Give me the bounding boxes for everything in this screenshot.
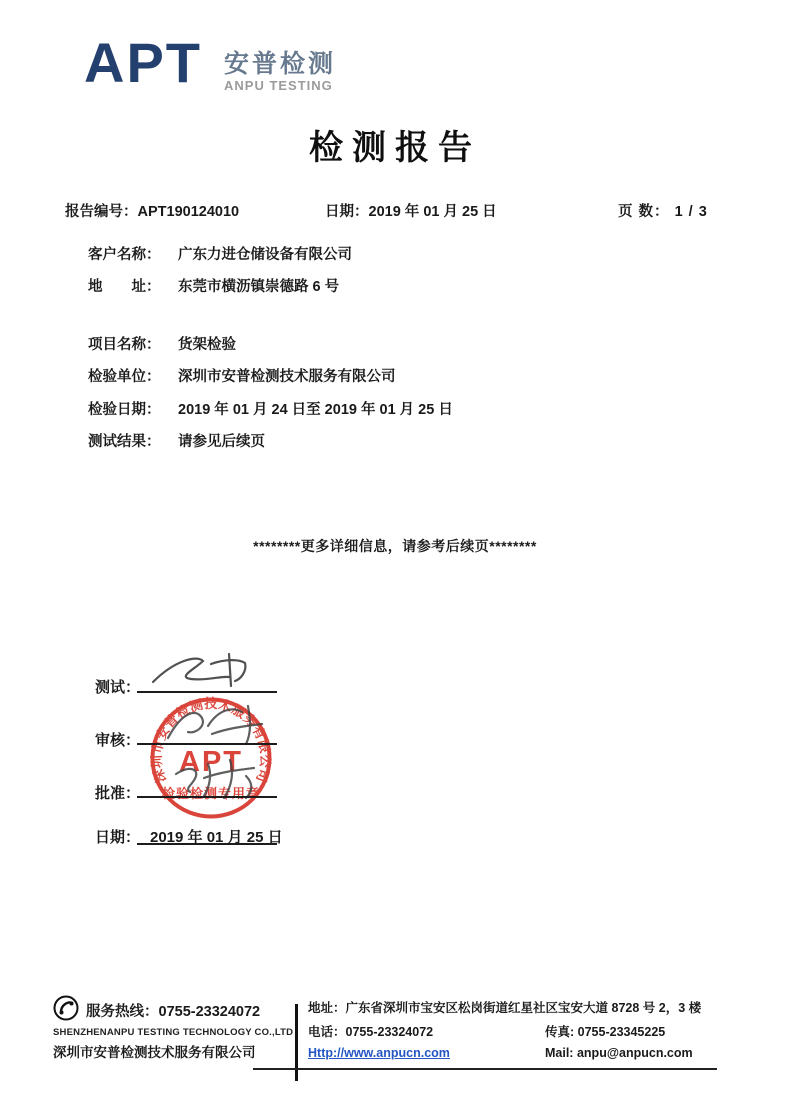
report-number — [65, 200, 239, 221]
field-label-inspector: 检验单位： — [88, 369, 161, 385]
stamp-ring-text: 深圳市安普检测技术服务有限公司 — [148, 696, 274, 785]
field-value-address: 东莞市横沥镇崇德路 6 号 — [178, 279, 340, 295]
more-info-note: ********更多详细信息，请参考后续页******** — [253, 538, 537, 554]
footer-website-link[interactable]: Http://www.anpucn.com — [308, 1046, 450, 1060]
signature-line-test — [137, 691, 277, 693]
service-hotline-label: 服务热线： — [86, 1004, 159, 1020]
footer-mail-value: anpu@anpucn.com — [576, 1046, 693, 1060]
field-label-address: 地 址： — [88, 279, 161, 295]
footer-mail — [545, 1046, 693, 1060]
signoff-label-approve: 批准： — [95, 785, 141, 802]
signoff-label-date: 日期： — [95, 829, 141, 846]
footer-company-en: SHENZHENANPU TESTING TECHNOLOGY CO.,LTD — [53, 1027, 294, 1038]
footer-horizontal-rule — [253, 1068, 717, 1070]
page-title: 检测报告 — [309, 129, 481, 167]
page-count-value: 1 / 3 — [674, 204, 708, 220]
field-value-inspection-date: 2019 年 01 月 24 日至 2019 年 01 月 25 日 — [178, 402, 453, 418]
signoff-label-review: 审核： — [95, 732, 141, 749]
signature-line-review — [137, 743, 277, 745]
report-number-value: APT190124010 — [137, 204, 240, 220]
report-date — [325, 200, 497, 221]
stamp-center-text: APT — [179, 746, 243, 778]
signature-line-approve — [137, 796, 277, 798]
footer-tel-label: 电话： — [308, 1025, 346, 1039]
footer-tel — [308, 1022, 433, 1040]
report-date-label: 日期： — [325, 204, 369, 220]
logo-company-cn: 安普检测 — [224, 50, 337, 78]
service-hotline — [86, 1000, 260, 1021]
footer-fax-value: 0755-23345225 — [577, 1025, 666, 1039]
signoff-label-test: 测试： — [95, 679, 141, 696]
page-count-label: 页 数： — [618, 204, 670, 220]
footer-mail-label: Mail: — [545, 1046, 574, 1060]
footer-tel-value: 0755-23324072 — [345, 1025, 434, 1039]
field-label-result: 测试结果： — [88, 434, 161, 450]
field-value-customer: 广东力进仓储设备有限公司 — [178, 247, 352, 263]
page-count — [618, 200, 708, 221]
field-value-result: 请参见后续页 — [178, 434, 265, 450]
report-number-label: 报告编号： — [65, 204, 138, 220]
footer-company-cn: 深圳市安普检测技术服务有限公司 — [53, 1045, 256, 1060]
phone-icon — [52, 994, 80, 1022]
footer-address-value: 广东省深圳市宝安区松岗街道红星社区宝安大道 8728 号 2，3 楼 — [345, 1001, 702, 1015]
signoff-date-value: 2019 年 01 月 25 日 — [150, 829, 283, 846]
field-label-project: 项目名称： — [88, 337, 161, 353]
logo-apt-mark: APT — [84, 31, 202, 94]
field-label-inspection-date: 检验日期： — [88, 402, 161, 418]
field-value-project: 货架检验 — [178, 337, 236, 353]
logo-company-en: ANPU TESTING — [224, 78, 333, 93]
footer-address-label: 地址： — [308, 1001, 346, 1015]
footer-address — [308, 998, 701, 1016]
footer-fax — [545, 1022, 665, 1040]
stamp-bottom-text: 检验检测专用章 — [161, 786, 261, 801]
tester-signature — [145, 650, 270, 694]
field-label-customer: 客户名称： — [88, 247, 161, 263]
footer-fax-label: 传真: — [545, 1025, 575, 1039]
report-date-value: 2019 年 01 月 25 日 — [368, 204, 497, 220]
service-hotline-number: 0755-23324072 — [158, 1004, 261, 1020]
field-value-inspector: 深圳市安普检测技术服务有限公司 — [178, 369, 396, 385]
